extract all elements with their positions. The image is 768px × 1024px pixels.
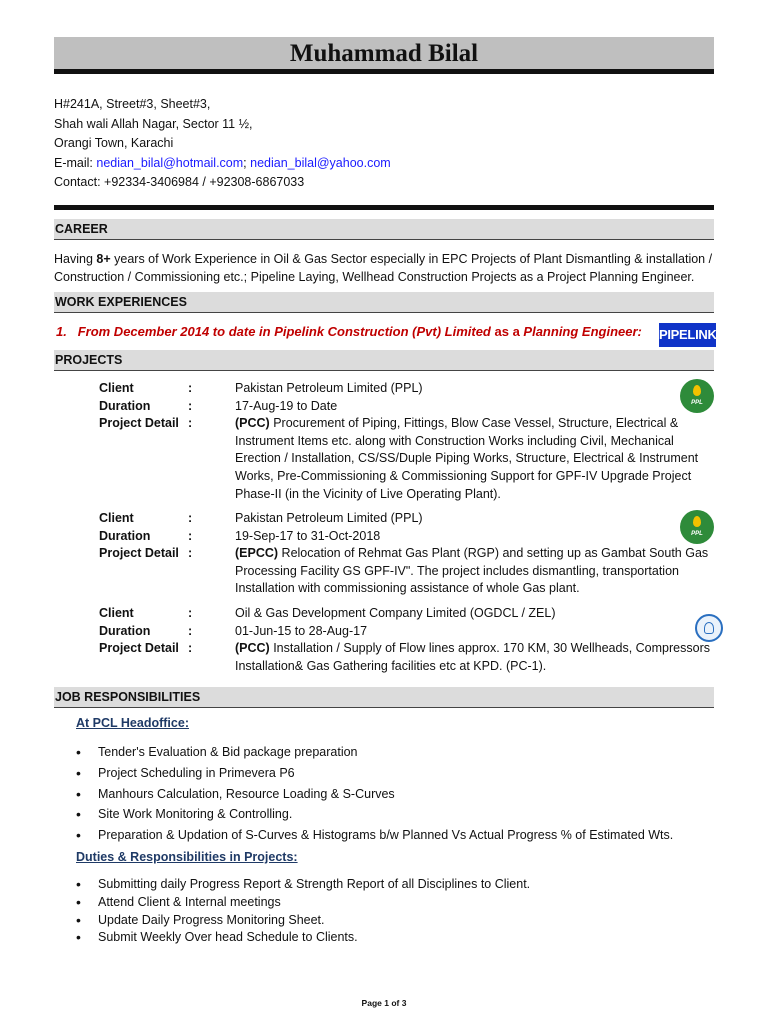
client-label: Client [99,606,134,620]
project-detail-text: Relocation of Rehmat Gas Plant (RGP) and setting up as Gambat South Gas Processing Facility GS GPF-IV". The project includes dismantling, transportation Installation with commissioning assistance of whole Gas plant. [235,546,709,596]
detail-label: Project Detail [99,416,179,431]
email-label: E-mail: [54,155,97,170]
job-responsibilities-heading: JOB RESPONSIBILITIES [54,687,714,708]
address-block [54,95,391,193]
colon: : [188,398,193,413]
section-divider [54,205,714,210]
ppl-logo [680,379,714,413]
oil-drop-icon [693,516,701,527]
colon: : [188,546,193,561]
ppl-logo-text: PPL [691,531,703,537]
duration-label: Duration [99,528,151,543]
contact-line: Contact: +92334-3406984 / +92308-6867033 [54,175,305,189]
email-line [54,154,391,174]
colon: : [188,606,193,620]
address-line: Shah wali Allah Nagar, Sector 11 ½, [54,116,253,131]
detail-label: Project Detail [99,546,179,561]
colon: : [188,511,193,525]
address-line: Orangi Town, Karachi [54,136,174,150]
job-role: Planning Engineer: [523,324,642,339]
header-divider [54,69,714,74]
career-text: Having [54,252,97,266]
candidate-name: Muhammad Bilal [289,40,479,67]
project-contract-type: (EPCC) [235,546,279,561]
list-item: • Attend Client & Internal meetings [76,894,530,912]
client-label: Client [99,381,134,395]
project-duration: 01-Jun-15 to 28-Aug-17 [235,623,368,638]
projects-duties-subheading: Duties & Responsibilities in Projects: [76,850,298,864]
projects-duties-list [76,876,530,947]
project-duration: 17-Aug-19 to Date [235,398,338,413]
work-experience-heading: WORK EXPERIENCES [54,292,714,313]
detail-label: Project Detail [99,641,179,656]
colon: : [188,528,193,543]
page-number-text: Page 1 of 3 [361,998,407,1008]
page-number [0,998,768,1008]
colon: : [188,641,193,656]
job-number: 1. [56,324,67,339]
name-header [54,37,714,70]
colon: : [188,623,193,638]
duration-label: Duration [99,398,151,413]
email-link-yahoo[interactable]: nedian_bilal@yahoo.com [250,155,391,170]
ppl-logo-text: PPL [691,400,703,406]
client-label: Client [99,511,134,525]
list-item: • Submitting daily Progress Report & Strength Report of all Disciplines to Client. [76,876,530,894]
list-item: • Project Scheduling in Primevera P6 [76,763,673,784]
projects-heading: PROJECTS [54,350,714,371]
list-item: • Tender's Evaluation & Bid package preparation [76,742,673,763]
ogdcl-emblem-icon [704,622,714,634]
headoffice-list [76,742,673,846]
oil-drop-icon [693,385,701,396]
job-entry [56,324,642,339]
list-item: • Submit Weekly Over head Schedule to Clients. [76,929,530,947]
job-as: as a [490,324,524,339]
career-years: 8+ [96,252,111,266]
project-detail [235,640,715,675]
address-line: H#241A, Street#3, Sheet#3, [54,97,211,111]
headoffice-subheading: At PCL Headoffice: [76,716,189,730]
ogdcl-logo [695,614,723,642]
list-item: • Preparation & Updation of S-Curves & Histograms b/w Planned Vs Actual Progress % of Estimated Wts. [76,825,673,846]
project-detail [235,415,715,503]
duration-label: Duration [99,623,151,638]
career-summary [54,250,716,286]
colon: : [188,381,193,395]
pipelink-logo: PIPELINK [659,323,716,347]
email-separator: ; [243,155,251,170]
project-contract-type: (PCC) [235,416,270,431]
project-detail [235,545,715,598]
list-item: • Site Work Monitoring & Controlling. [76,804,673,825]
project-detail-text: Procurement of Piping, Fittings, Blow Case Vessel, Structure, Electrical & Instrument Items etc. along with Construction Works including Civil, Mechanical Erection / Installation, CS/SS/Duple Piping Works, Structure, Electrical & Instrument Works, Pre-Commissioning & Commissioning Support for GPF-IV Upgrade Project Phase-II (in the Vicinity of Live Operating Plant). [235,416,699,501]
project-client: Pakistan Petroleum Limited (PPL) [235,511,423,525]
colon: : [188,416,193,431]
project-contract-type: (PCC) [235,641,270,656]
project-client: Pakistan Petroleum Limited (PPL) [235,381,423,395]
list-item: • Update Daily Progress Monitoring Sheet. [76,912,530,930]
career-text: years of Work Experience in Oil & Gas Sector especially in EPC Projects of Plant Dismantling & installation / Construction / Commissioning etc.; Pipeline Laying, Wellhead Construction Projects as a Project Planning Engineer. [54,252,713,284]
project-duration: 19-Sep-17 to 31-Oct-2018 [235,528,381,543]
project-client: Oil & Gas Development Company Limited (OGDCL / ZEL) [235,606,556,620]
career-heading: CAREER [54,219,714,240]
list-item: • Manhours Calculation, Resource Loading & S-Curves [76,784,673,805]
ppl-logo [680,510,714,544]
job-period-company: From December 2014 to date in Pipelink Construction (Pvt) Limited [77,324,491,339]
email-link-hotmail[interactable]: nedian_bilal@hotmail.com [96,155,244,170]
project-detail-text: Installation / Supply of Flow lines approx. 170 KM, 30 Wellheads, Compressors Installation& Gas Gathering facilities etc at KPD. (PC-1). [235,641,710,673]
